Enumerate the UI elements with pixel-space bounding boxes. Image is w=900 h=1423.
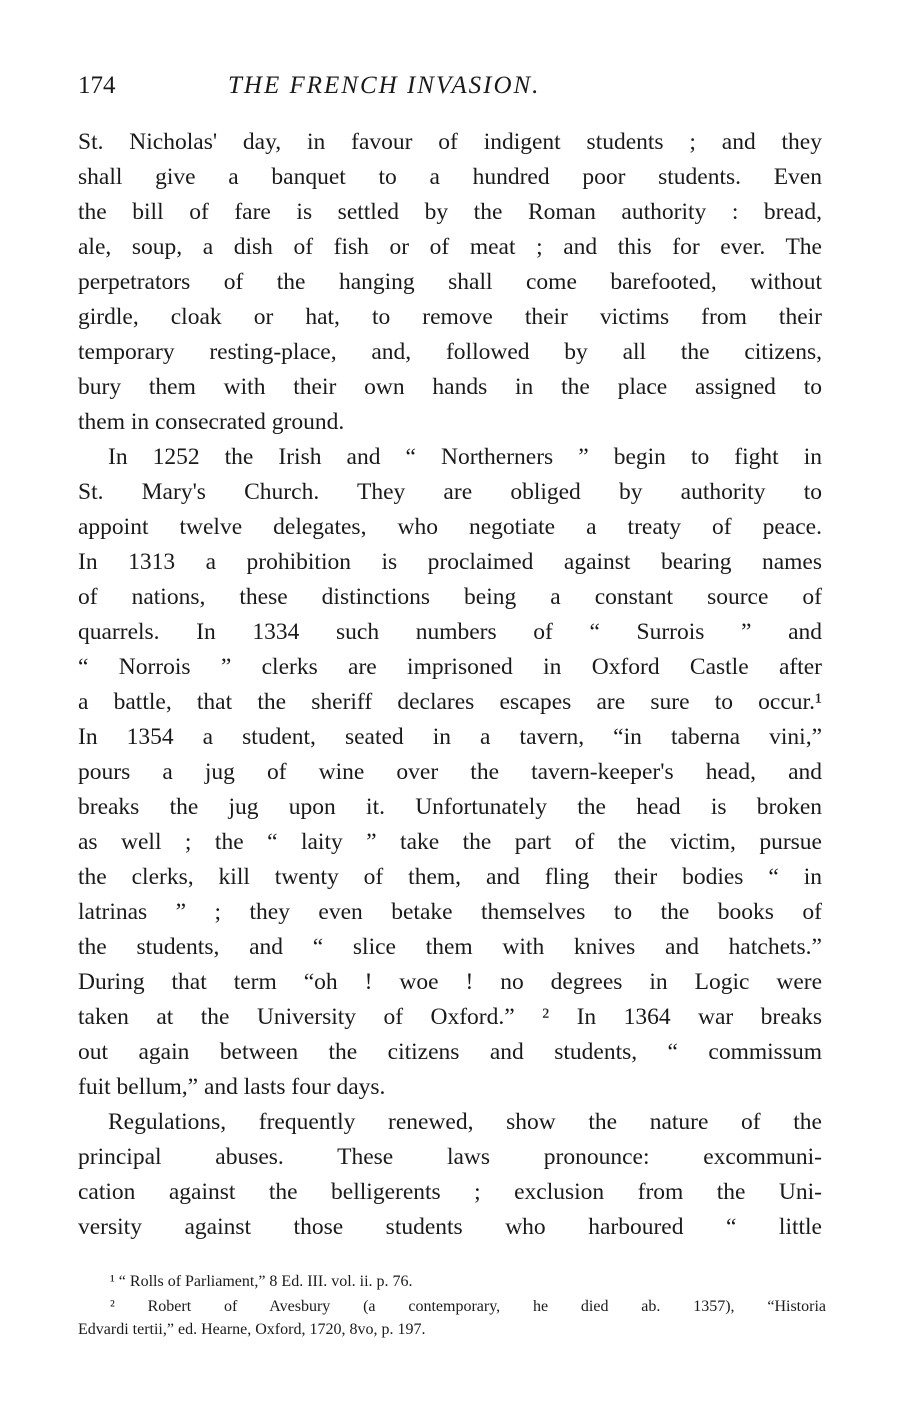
text-line: ale, soup, a dish of fish or of meat ; and this for ever. The: [78, 234, 822, 260]
text-line: breaks the jug upon it. Unfortunately the head is broken: [78, 794, 822, 820]
text-line: out again between the citizens and students, “ commissum: [78, 1039, 822, 1065]
text-line: cation against the belligerents ; exclusion from the Uni-: [78, 1179, 822, 1205]
text-line: as well ; the “ laity ” take the part of the victim, pursue: [78, 829, 822, 855]
text-line: the students, and “ slice them with knives and hatchets.”: [78, 934, 822, 960]
text-line: bury them with their own hands in the place assigned to: [78, 374, 822, 400]
running-title: THE FRENCH INVASION.: [228, 72, 541, 99]
text-line: fuit bellum,” and lasts four days.: [78, 1074, 386, 1100]
text-line: shall give a banquet to a hundred poor students. Even: [78, 164, 822, 190]
page-header: [78, 72, 822, 106]
text-line: In 1313 a prohibition is proclaimed against bearing names: [78, 549, 822, 575]
text-line: principal abuses. These laws pronounce: excommuni-: [78, 1144, 822, 1170]
text-line: St. Nicholas' day, in favour of indigent students ; and they: [78, 129, 822, 155]
text-line: perpetrators of the hanging shall come barefooted, without: [78, 269, 822, 295]
text-line: girdle, cloak or hat, to remove their victims from their: [78, 304, 822, 330]
footnote-1: ¹ “ Rolls of Parliament,” 8 Ed. III. vol. ii. p. 76.: [110, 1273, 413, 1290]
footnote-2-continued: Edvardi tertii,” ed. Hearne, Oxford, 1720, 8vo, p. 197.: [78, 1321, 426, 1338]
text-line: quarrels. In 1334 such numbers of “ Surrois ” and: [78, 619, 822, 645]
text-line: a battle, that the sheriff declares escapes are sure to occur.¹: [78, 689, 822, 715]
paragraph-start-line: Regulations, frequently renewed, show the nature of the: [108, 1109, 822, 1135]
text-line: of nations, these distinctions being a constant source of: [78, 584, 822, 610]
text-line: temporary resting-place, and, followed by all the citizens,: [78, 339, 822, 365]
text-line: the clerks, kill twenty of them, and fling their bodies “ in: [78, 864, 822, 890]
footnote-2: ² Robert of Avesbury (a contemporary, he died ab. 1357), “Historia: [110, 1298, 826, 1315]
page-number: 174: [78, 72, 116, 99]
text-line: versity against those students who harboured “ little: [78, 1214, 822, 1240]
text-line: pours a jug of wine over the tavern-keeper's head, and: [78, 759, 822, 785]
paragraph-start-line: In 1252 the Irish and “ Northerners ” begin to fight in: [108, 444, 822, 470]
text-line: “ Norrois ” clerks are imprisoned in Oxford Castle after: [78, 654, 822, 680]
text-line: latrinas ” ; they even betake themselves to the books of: [78, 899, 822, 925]
text-line: appoint twelve delegates, who negotiate a treaty of peace.: [78, 514, 822, 540]
text-line: them in consecrated ground.: [78, 409, 345, 435]
text-line: St. Mary's Church. They are obliged by authority to: [78, 479, 822, 505]
text-line: During that term “oh ! woe ! no degrees in Logic were: [78, 969, 822, 995]
text-line: the bill of fare is settled by the Roman authority : bread,: [78, 199, 822, 225]
text-line: taken at the University of Oxford.” ² In 1364 war breaks: [78, 1004, 822, 1030]
text-line: In 1354 a student, seated in a tavern, “in taberna vini,”: [78, 724, 822, 750]
